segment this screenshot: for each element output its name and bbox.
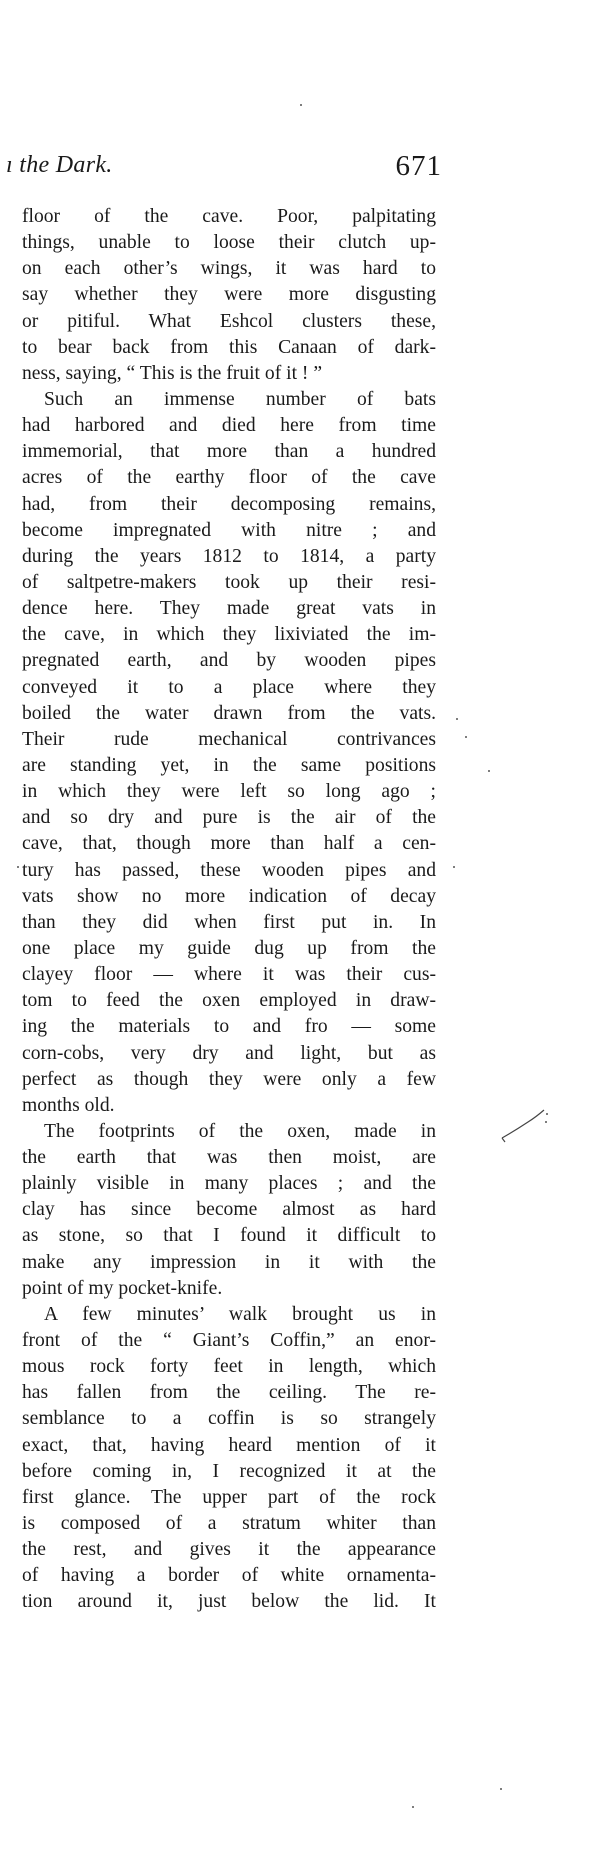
- text-line: one place my guide dug up from the: [22, 937, 436, 959]
- text-line: of having a border of white ornamenta-: [22, 1565, 436, 1587]
- text-line: dence here. They made great vats in: [22, 598, 436, 620]
- text-line: ing the materials to and fro — some: [22, 1016, 436, 1038]
- text-line: the rest, and gives it the appearance: [22, 1539, 436, 1561]
- text-line: conveyed it to a place where they: [22, 676, 436, 698]
- speck: [17, 866, 19, 868]
- speck: [456, 718, 458, 720]
- text-line: first glance. The upper part of the rock: [22, 1486, 436, 1508]
- text-line: plainly visible in many places ; and the: [22, 1173, 436, 1195]
- text-line: clayey floor — where it was their cus-: [22, 964, 436, 986]
- text-line: corn-cobs, very dry and light, but as: [22, 1042, 436, 1064]
- speck: [488, 770, 490, 772]
- text-line: floor of the cave. Poor, palpitating: [22, 206, 436, 227]
- text-line: than they did when first put in. In: [22, 911, 436, 933]
- text-line: A few minutes’ walk brought us in: [44, 1303, 436, 1325]
- speck: [500, 1788, 502, 1790]
- text-line: vats show no more indication of decay: [22, 885, 436, 907]
- text-line: had, from their decomposing remains,: [22, 493, 436, 515]
- text-line: months old.: [22, 1094, 115, 1116]
- text-line: in which they were left so long ago ;: [22, 781, 436, 803]
- speck: [465, 736, 467, 738]
- text-line: make any impression in it with the: [22, 1251, 436, 1273]
- pencil-mark-icon: [500, 1108, 550, 1152]
- text-line: immemorial, that more than a hundred: [22, 441, 436, 463]
- text-line: before coming in, I recognized it at the: [22, 1460, 436, 1482]
- text-line: are standing yet, in the same positions: [22, 754, 436, 776]
- text-line: ness, saying, “ This is the fruit of it ! ”: [22, 362, 323, 384]
- text-line: Their rude mechanical contrivances: [22, 728, 436, 750]
- text-line: The footprints of the oxen, made in: [44, 1120, 436, 1142]
- running-head: [6, 152, 442, 192]
- text-line: perfect as though they were only a few: [22, 1068, 436, 1090]
- text-line: or pitiful. What Eshcol clusters these,: [22, 310, 436, 332]
- text-line: mous rock forty feet in length, which: [22, 1356, 436, 1378]
- text-line: Such an immense number of bats: [44, 388, 436, 410]
- text-line: on each other’s wings, it was hard to: [22, 258, 436, 280]
- text-line: to bear back from this Canaan of dark-: [22, 336, 436, 358]
- text-line: cave, that, though more than half a cen-: [22, 833, 436, 855]
- text-line: front of the “ Giant’s Coffin,” an enor-: [22, 1330, 436, 1352]
- page-number: 671: [395, 150, 442, 182]
- speck: [300, 104, 302, 106]
- text-line: boiled the water drawn from the vats.: [22, 702, 436, 724]
- body-text: [22, 204, 436, 1616]
- text-line: had harbored and died here from time: [22, 415, 436, 437]
- text-line: of saltpetre-makers took up their resi-: [22, 571, 436, 593]
- speck: [453, 866, 455, 868]
- text-line: things, unable to loose their clutch up-: [22, 232, 436, 254]
- text-line: the cave, in which they lixiviated the im-: [22, 624, 436, 646]
- text-line: become impregnated with nitre ; and: [22, 519, 436, 541]
- text-line: pregnated earth, and by wooden pipes: [22, 650, 436, 672]
- text-line: point of my pocket-knife.: [22, 1277, 223, 1299]
- text-line: has fallen from the ceiling. The re-: [22, 1382, 436, 1404]
- text-line: say whether they were more disgusting: [22, 284, 436, 306]
- text-line: tion around it, just below the lid. It: [22, 1591, 436, 1613]
- speck: [412, 1806, 414, 1808]
- text-line: acres of the earthy floor of the cave: [22, 467, 436, 489]
- text-line: clay has since become almost as hard: [22, 1199, 436, 1221]
- text-line: as stone, so that I found it difficult to: [22, 1225, 436, 1247]
- text-line: tom to feed the oxen employed in draw-: [22, 990, 436, 1012]
- text-line: and so dry and pure is the air of the: [22, 807, 436, 829]
- text-line: is composed of a stratum whiter than: [22, 1513, 436, 1535]
- text-line: exact, that, having heard mention of it: [22, 1434, 436, 1456]
- running-title: ı the Dark.: [6, 152, 113, 178]
- text-line: during the years 1812 to 1814, a party: [22, 545, 436, 567]
- text-line: semblance to a coffin is so strangely: [22, 1408, 436, 1430]
- text-line: tury has passed, these wooden pipes and: [22, 859, 436, 881]
- text-line: the earth that was then moist, are: [22, 1147, 436, 1169]
